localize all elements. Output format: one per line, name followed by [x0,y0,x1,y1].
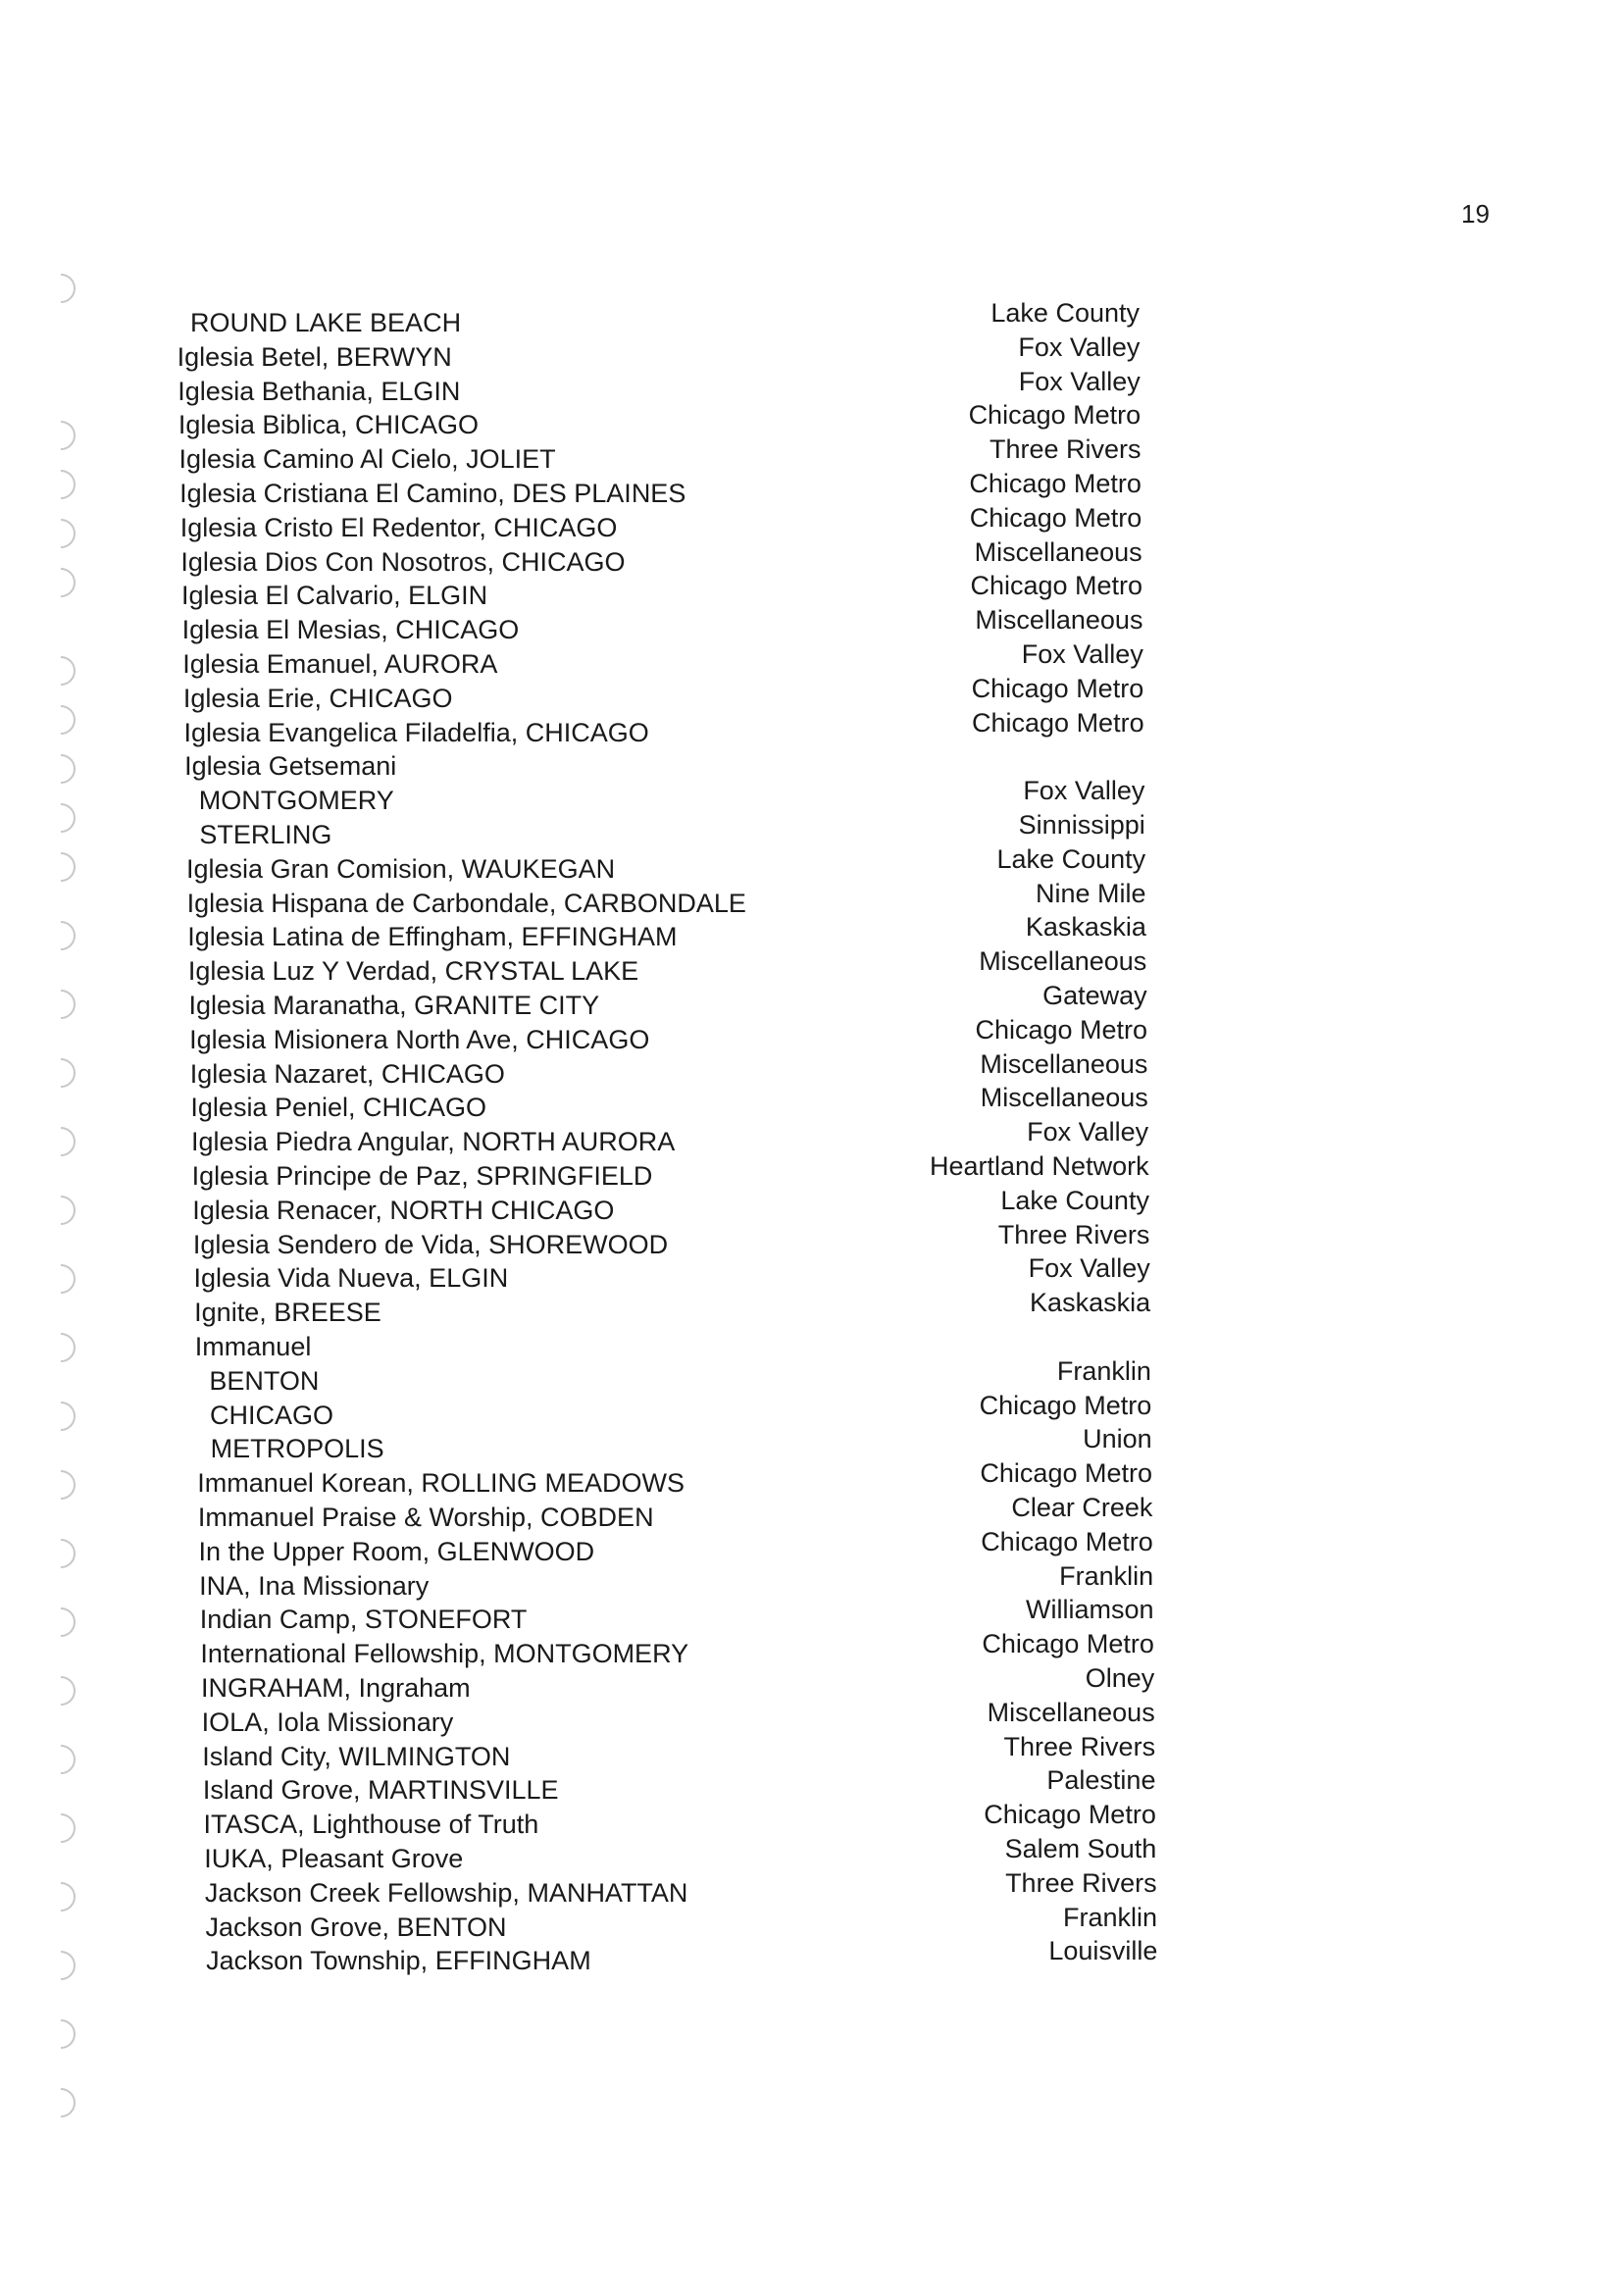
directory-entry [177,1629,1196,1671]
church-name: Iglesia Cristiana El Camino, DES PLAINES [179,479,686,508]
church-name: IUKA, Pleasant Grove [204,1844,464,1873]
church-name: In the Upper Room, GLENWOOD [198,1536,595,1566]
district-name: Fox Valley [1018,331,1141,362]
church-name: Iglesia Biblica, CHICAGO [178,410,479,440]
church-name: Ignite, BREESE [194,1298,381,1328]
district-name: Chicago Metro [984,1800,1156,1830]
church-name: Iglesia Erie, CHICAGO [182,683,453,713]
district-name: Chicago Metro [982,1629,1154,1659]
directory-entry [177,1731,1196,1774]
church-name: Iglesia Latina de Effingham, EFFINGHAM [187,922,678,952]
church-name: Indian Camp, STONEFORT [199,1605,528,1635]
page-number: 19 [1461,199,1490,229]
district-name: Union [1083,1424,1152,1454]
district-name: Franklin [1059,1560,1154,1591]
district-name: Miscellaneous [980,1048,1148,1079]
district-name: Salem South [1004,1834,1157,1863]
directory-entry [177,1288,1196,1330]
church-name: Iglesia Bethania, ELGIN [178,376,461,406]
directory-entry [177,1330,1196,1364]
district-name: Williamson [1026,1595,1154,1625]
district-name: Lake County [1000,1185,1149,1215]
church-name: MONTGOMERY [198,786,394,816]
district-name: Miscellaneous [975,605,1143,636]
district-name: Gateway [1042,981,1147,1010]
church-name: IOLA, Iola Missionary [201,1707,454,1737]
church-name: Iglesia Vida Nueva, ELGIN [193,1263,509,1294]
district-name: Chicago Metro [970,571,1143,601]
church-name: Iglesia Evangelica Filadelfia, CHICAGO [183,717,649,747]
district-name: Franklin [1056,1355,1151,1386]
district-name: Fox Valley [1018,366,1141,396]
church-name: Iglesia Peniel, CHICAGO [190,1093,487,1123]
district-name: Fox Valley [1021,639,1143,669]
church-name: Iglesia Nazaret, CHICAGO [189,1058,505,1089]
church-name: Iglesia Gran Comision, WAUKEGAN [186,853,616,884]
binding-holes-decoration [22,147,120,2226]
church-name: Iglesia Dios Con Nosotros, CHICAGO [180,546,626,577]
district-name: Miscellaneous [979,946,1147,977]
directory-entry [177,1867,1196,1911]
district-name: Chicago Metro [969,469,1142,498]
church-name: Iglesia El Calvario, ELGIN [181,581,488,611]
district-name: Clear Creek [1011,1493,1153,1522]
directory-entry [177,707,1196,750]
church-name: INGRAHAM, Ingraham [201,1673,471,1703]
church-name: Island City, WILMINGTON [202,1741,511,1771]
church-name: Jackson Creek Fellowship, MANHATTAN [204,1877,688,1908]
district-name: Chicago Metro [979,1390,1152,1420]
district-name: Chicago Metro [972,707,1144,738]
church-name: Iglesia Misionera North Ave, CHICAGO [189,1024,650,1054]
church-name: Iglesia El Mesias, CHICAGO [181,615,520,645]
church-name: Iglesia Sendero de Vida, SHOREWOOD [192,1229,669,1259]
directory-entry [177,1390,1196,1433]
church-name: Immanuel [194,1332,312,1361]
district-name: Heartland Network [929,1151,1149,1181]
church-name: Iglesia Luz Y Verdad, CRYSTAL LAKE [187,956,639,987]
directory-entry [177,1526,1196,1569]
church-name: Iglesia Principe de Paz, SPRINGFIELD [191,1161,653,1191]
district-name: Lake County [996,843,1146,874]
district-name: Olney [1085,1663,1155,1693]
church-name: Iglesia Hispana de Carbondale, CARBONDALE [186,888,746,918]
district-name: Fox Valley [1027,1117,1149,1147]
district-name: Miscellaneous [974,536,1142,567]
church-name: INA, Ina Missionary [199,1570,430,1601]
district-name: Kaskaskia [1025,912,1146,943]
district-name: Fox Valley [1028,1253,1150,1284]
district-name: Miscellaneous [980,1083,1148,1113]
church-name: Iglesia Maranatha, GRANITE CITY [188,991,600,1020]
church-name: ITASCA, Lighthouse of Truth [203,1810,539,1840]
church-name: BENTON [209,1365,320,1396]
district-name: Three Rivers [997,1219,1150,1249]
district-name: Fox Valley [1023,776,1145,806]
district-name: Chicago Metro [980,1458,1153,1489]
district-name: Franklin [1062,1902,1157,1932]
church-name: Iglesia Getsemani [184,751,397,782]
church-name: Immanuel Korean, ROLLING MEADOWS [197,1468,685,1499]
district-name: Chicago Metro [981,1526,1153,1556]
church-name: CHICAGO [210,1400,334,1430]
church-name: Iglesia Renacer, NORTH CHICAGO [192,1195,615,1225]
directory-entry [177,1936,1196,1978]
district-name: Three Rivers [989,434,1142,465]
church-name: Iglesia Emanuel, AURORA [182,649,498,679]
church-name: STERLING [199,820,332,849]
church-name: Iglesia Camino Al Cielo, JOLIET [178,444,556,475]
church-name: ROUND LAKE BEACH [190,308,462,337]
church-name: Iglesia Betel, BERWYN [177,341,452,372]
district-name: Chicago Metro [971,673,1144,703]
directory-entry [177,1902,1196,1945]
church-name: Immanuel Praise & Worship, COBDEN [197,1503,654,1532]
church-name: Iglesia Piedra Angular, NORTH AURORA [191,1127,676,1157]
church-name: Jackson Grove, BENTON [205,1912,507,1942]
church-name: Island Grove, MARTINSVILLE [202,1775,559,1806]
district-name: Three Rivers [1003,1731,1156,1761]
church-name: Iglesia Cristo El Redentor, CHICAGO [179,512,618,542]
church-directory-list [177,298,1196,2032]
district-name: Nine Mile [1035,878,1146,908]
district-name: Sinnissippi [1018,810,1145,840]
church-name: International Fellowship, MONTGOMERY [200,1639,689,1669]
district-name: Miscellaneous [987,1697,1155,1727]
district-name: Lake County [990,298,1140,328]
district-name: Louisville [1048,1936,1158,1966]
district-name: Chicago Metro [968,400,1142,431]
district-name: Chicago Metro [969,502,1142,533]
church-name: Jackson Township, EFFINGHAM [206,1946,591,1976]
district-name: Three Rivers [1005,1867,1157,1898]
district-name: Kaskaskia [1030,1288,1151,1318]
district-name: Chicago Metro [975,1014,1148,1045]
district-name: Palestine [1046,1765,1156,1796]
church-name: METROPOLIS [210,1434,384,1464]
